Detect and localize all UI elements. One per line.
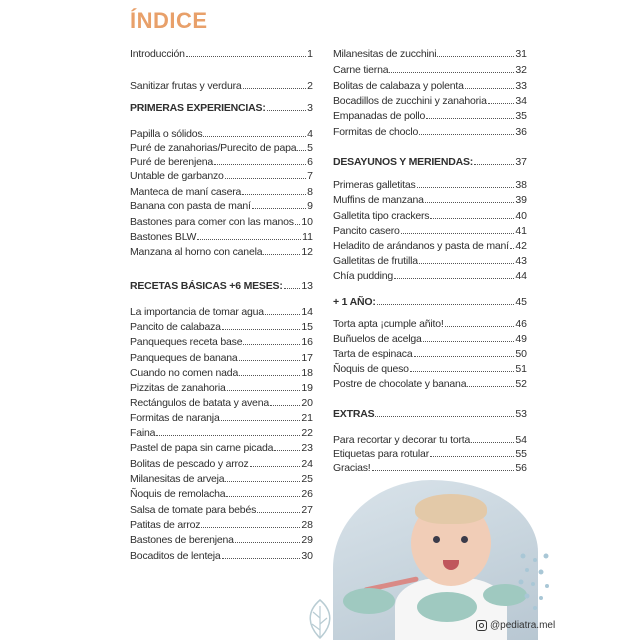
toc-entry-page-number: 44 xyxy=(515,270,527,282)
toc-entry-label: Puré de berenjena xyxy=(130,156,213,168)
dot-leader xyxy=(425,202,515,203)
toc-entry-label: Ñoquis de queso xyxy=(333,363,409,375)
toc-entry-label: Panqueques de banana xyxy=(130,352,238,364)
toc-entry xyxy=(333,432,527,446)
toc-entry xyxy=(130,154,313,168)
dot-leader xyxy=(225,481,300,482)
toc-entry-page-number: 33 xyxy=(515,80,527,92)
dot-leader xyxy=(201,527,300,528)
dot-leader xyxy=(419,134,514,135)
toc-entry xyxy=(130,410,313,424)
dot-leader xyxy=(426,118,514,119)
toc-entry-label: Para recortar y decorar tu torta xyxy=(333,434,471,446)
leaf-decoration-icon xyxy=(298,596,342,640)
toc-entry-label: Bastones de berenjena xyxy=(130,534,234,546)
toc-entry-label: Patitas de arroz xyxy=(130,519,201,531)
toc-entry-page-number: 45 xyxy=(515,296,527,308)
toc-entry-label: Gracias! xyxy=(333,462,371,474)
baby-photo xyxy=(333,480,538,640)
dot-leader xyxy=(423,341,515,342)
toc-entry-label: Tarta de espinaca xyxy=(333,348,413,360)
toc-entry-label: Bocadillos de zucchini y zanahoria xyxy=(333,95,487,107)
dot-leader xyxy=(419,263,514,264)
dot-leader xyxy=(467,386,514,387)
baby-eye-right xyxy=(461,536,468,543)
toc-entry-page-number: 52 xyxy=(515,378,527,390)
toc-entry xyxy=(333,331,527,345)
toc-entry xyxy=(130,456,313,470)
toc-entry xyxy=(333,78,527,92)
dot-leader xyxy=(375,416,514,417)
toc-entry-page-number: 15 xyxy=(301,321,313,333)
toc-entry xyxy=(130,334,313,348)
toc-entry-label: Heladito de arándanos y pasta de maní xyxy=(333,240,509,252)
dot-leader xyxy=(372,470,515,471)
toc-entry-label: Bastones para comer con las manos xyxy=(130,216,294,228)
toc-entry xyxy=(130,380,313,394)
toc-entry-label: Bolitas de pescado y arroz xyxy=(130,458,249,470)
dot-leader xyxy=(465,88,515,89)
toc-entry xyxy=(333,238,527,252)
toc-entry-label: Torta apta ¡cumple añito! xyxy=(333,318,444,330)
toc-entry-label: Milanesitas de zucchini xyxy=(333,48,437,60)
toc-entry-label: Muffins de manzana xyxy=(333,194,424,206)
toc-entry-label: Bastones BLW xyxy=(130,231,197,243)
toc-entry-page-number: 5 xyxy=(307,142,313,154)
toc-entry xyxy=(333,192,527,206)
toc-entry-page-number: 13 xyxy=(301,280,313,292)
toc-entry-page-number: 39 xyxy=(515,194,527,206)
toc-entry-page-number: 24 xyxy=(301,458,313,470)
dot-leader xyxy=(263,254,300,255)
toc-entry-page-number: 21 xyxy=(301,412,313,424)
toc-entry-label: Pastel de papa sin carne picada xyxy=(130,442,274,454)
toc-entry xyxy=(130,304,313,318)
toc-entry-label: Cuando no comen nada xyxy=(130,367,239,379)
toc-entry-page-number: 35 xyxy=(515,110,527,122)
toc-section-heading xyxy=(130,278,313,292)
dot-leader xyxy=(474,164,514,165)
toc-entry-label: Empanadas de pollo xyxy=(333,110,426,122)
toc-entry-label: EXTRAS xyxy=(333,408,375,420)
toc-entry xyxy=(333,253,527,267)
toc-entry xyxy=(130,319,313,333)
dot-leader xyxy=(267,110,307,111)
toc-entry xyxy=(333,268,527,282)
toc-entry-label: Chía pudding xyxy=(333,270,394,282)
toc-entry xyxy=(130,440,313,454)
toc-entry-page-number: 19 xyxy=(301,382,313,394)
dot-leader xyxy=(284,288,301,289)
toc-section-heading xyxy=(333,406,527,420)
toc-entry-label: Papilla o sólidos xyxy=(130,128,203,140)
toc-entry-label: Bocaditos de lenteja xyxy=(130,550,221,562)
toc-entry-label: Bolitas de calabaza y polenta xyxy=(333,80,464,92)
dot-leader xyxy=(156,435,300,436)
toc-entry-page-number: 17 xyxy=(301,352,313,364)
toc-entry xyxy=(333,177,527,191)
credit-handle: @pediatra.mel xyxy=(490,620,556,631)
dot-leader xyxy=(225,178,306,179)
toc-entry-label: Milanesitas de arveja xyxy=(130,473,225,485)
dot-leader xyxy=(270,405,300,406)
dot-leader xyxy=(488,103,515,104)
toc-entry xyxy=(130,395,313,409)
dot-leader xyxy=(242,194,306,195)
toc-entry-page-number: 53 xyxy=(515,408,527,420)
toc-entry-page-number: 36 xyxy=(515,126,527,138)
toc-entry-page-number: 27 xyxy=(301,504,313,516)
toc-entry xyxy=(130,517,313,531)
toc-entry xyxy=(333,376,527,390)
toc-entry-page-number: 56 xyxy=(515,462,527,474)
dot-leader xyxy=(377,304,515,305)
toc-entry-page-number: 40 xyxy=(515,210,527,222)
dot-leader xyxy=(295,224,300,225)
toc-entry-page-number: 12 xyxy=(301,246,313,258)
toc-entry-page-number: 31 xyxy=(515,48,527,60)
toc-entry-page-number: 6 xyxy=(307,156,313,168)
toc-entry-label: Galletitas de frutilla xyxy=(333,255,418,267)
toc-entry-page-number: 7 xyxy=(307,170,313,182)
toc-entry-label: Introducción xyxy=(130,48,185,60)
toc-entry-label: Pancito casero xyxy=(333,225,400,237)
toc-entry-page-number: 10 xyxy=(301,216,313,228)
instagram-icon xyxy=(476,620,487,631)
toc-entry-label: Rectángulos de batata y avena xyxy=(130,397,269,409)
toc-entry xyxy=(130,365,313,379)
dot-leader xyxy=(297,150,306,151)
bowl-left xyxy=(343,588,395,614)
toc-entry-page-number: 16 xyxy=(301,336,313,348)
toc-entry xyxy=(130,78,313,92)
toc-entry-label: Ñoquis de remolacha xyxy=(130,488,226,500)
toc-entry xyxy=(333,46,527,60)
toc-entry-label: PRIMERAS EXPERIENCIAS: xyxy=(130,102,266,114)
toc-entry-label: Etiquetas para rotular xyxy=(333,448,429,460)
dot-leader xyxy=(226,496,300,497)
dot-leader xyxy=(243,344,300,345)
dot-leader xyxy=(243,88,307,89)
toc-entry xyxy=(333,62,527,76)
toc-entry-page-number: 11 xyxy=(302,231,313,243)
toc-section-heading xyxy=(333,294,527,308)
toc-entry-page-number: 38 xyxy=(515,179,527,191)
dot-leader xyxy=(410,371,515,372)
toc-entry xyxy=(130,140,313,154)
toc-entry xyxy=(130,198,313,212)
dot-leader xyxy=(197,239,301,240)
toc-entry-page-number: 1 xyxy=(307,48,313,60)
page-title: ÍNDICE xyxy=(130,8,208,33)
toc-entry xyxy=(130,244,313,258)
toc-entry-label: Postre de chocolate y banana xyxy=(333,378,467,390)
baby-eye-left xyxy=(433,536,440,543)
toc-entry xyxy=(130,548,313,562)
dot-leader xyxy=(389,72,514,73)
toc-entry-label: La importancia de tomar agua xyxy=(130,306,264,318)
dot-leader xyxy=(274,450,300,451)
toc-entry-page-number: 30 xyxy=(301,550,313,562)
toc-entry-page-number: 14 xyxy=(301,306,313,318)
toc-entry-page-number: 28 xyxy=(301,519,313,531)
toc-entry xyxy=(130,471,313,485)
toc-entry-page-number: 42 xyxy=(515,240,527,252)
toc-entry xyxy=(130,486,313,500)
toc-entry-label: + 1 AÑO: xyxy=(333,296,376,308)
dot-leader xyxy=(186,56,306,57)
toc-entry xyxy=(333,108,527,122)
toc-entry-label: Sanitizar frutas y verdura xyxy=(130,80,242,92)
toc-entry-page-number: 54 xyxy=(515,434,527,446)
toc-entry-page-number: 49 xyxy=(515,333,527,345)
dot-leader xyxy=(394,278,514,279)
toc-entry xyxy=(130,425,313,439)
toc-entry xyxy=(130,46,313,60)
dot-leader xyxy=(221,420,301,421)
toc-entry-page-number: 2 xyxy=(307,80,313,92)
toc-entry xyxy=(333,361,527,375)
toc-entry xyxy=(130,350,313,364)
toc-entry-label: Salsa de tomate para bebés xyxy=(130,504,257,516)
dot-leader xyxy=(437,56,514,57)
toc-entry xyxy=(333,124,527,138)
toc-entry-page-number: 23 xyxy=(301,442,313,454)
toc-entry-page-number: 41 xyxy=(515,225,527,237)
toc-entry xyxy=(130,229,313,243)
dot-leader xyxy=(417,187,515,188)
dot-leader xyxy=(445,326,515,327)
toc-entry-page-number: 43 xyxy=(515,255,527,267)
dots-decoration-icon xyxy=(515,550,555,610)
dot-leader xyxy=(203,136,306,137)
dot-leader xyxy=(471,442,514,443)
toc-entry xyxy=(333,446,527,460)
toc-entry xyxy=(130,168,313,182)
toc-entry-label: Buñuelos de acelga xyxy=(333,333,422,345)
dot-leader xyxy=(414,356,515,357)
toc-entry-page-number: 20 xyxy=(301,397,313,409)
dot-leader xyxy=(222,558,301,559)
toc-entry-label: Formitas de choclo xyxy=(333,126,419,138)
dot-leader xyxy=(510,248,514,249)
dot-leader xyxy=(227,390,301,391)
toc-entry-page-number: 29 xyxy=(301,534,313,546)
toc-entry-label: Carne tierna xyxy=(333,64,389,76)
toc-entry-page-number: 50 xyxy=(515,348,527,360)
toc-entry-label: Puré de zanahorias/Purecito de papa xyxy=(130,142,297,154)
toc-entry-page-number: 46 xyxy=(515,318,527,330)
toc-entry-page-number: 51 xyxy=(515,363,527,375)
toc-entry-page-number: 26 xyxy=(301,488,313,500)
toc-entry-label: Untable de garbanzo xyxy=(130,170,224,182)
dot-leader xyxy=(239,360,301,361)
dot-leader xyxy=(239,375,300,376)
dot-leader xyxy=(257,512,300,513)
toc-section-heading xyxy=(130,100,313,114)
toc-entry-label: Galletita tipo crackers xyxy=(333,210,430,222)
toc-entry xyxy=(130,532,313,546)
dot-leader xyxy=(222,329,301,330)
toc-entry-page-number: 37 xyxy=(515,156,527,168)
toc-section-heading xyxy=(333,154,527,168)
toc-entry-page-number: 18 xyxy=(301,367,313,379)
toc-entry-label: Pancito de calabaza xyxy=(130,321,221,333)
toc-entry-label: Faina xyxy=(130,427,156,439)
toc-entry-page-number: 55 xyxy=(515,448,527,460)
toc-entry xyxy=(130,184,313,198)
toc-entry xyxy=(130,126,313,140)
toc-entry xyxy=(333,346,527,360)
toc-entry-label: Banana con pasta de maní xyxy=(130,200,251,212)
dot-leader xyxy=(214,164,306,165)
toc-entry-page-number: 8 xyxy=(307,186,313,198)
toc-entry-label: Manzana al horno con canela xyxy=(130,246,263,258)
toc-entry-page-number: 25 xyxy=(301,473,313,485)
toc-entry-label: Pizzitas de zanahoria xyxy=(130,382,226,394)
dot-leader xyxy=(430,456,514,457)
dot-leader xyxy=(252,208,306,209)
toc-entry-page-number: 32 xyxy=(515,64,527,76)
toc-entry xyxy=(130,214,313,228)
toc-entry-label: Formitas de naranja xyxy=(130,412,220,424)
toc-entry-page-number: 3 xyxy=(307,102,313,114)
bowl-center xyxy=(417,592,477,622)
toc-entry xyxy=(333,93,527,107)
toc-entry-page-number: 9 xyxy=(307,200,313,212)
toc-entry-page-number: 4 xyxy=(307,128,313,140)
toc-entry-page-number: 22 xyxy=(301,427,313,439)
toc-entry xyxy=(333,208,527,222)
toc-entry-label: DESAYUNOS Y MERIENDAS: xyxy=(333,156,474,168)
dot-leader xyxy=(250,466,301,467)
toc-entry xyxy=(333,223,527,237)
dot-leader xyxy=(265,314,300,315)
dot-leader xyxy=(235,542,301,543)
toc-entry xyxy=(333,316,527,330)
dot-leader xyxy=(401,233,515,234)
toc-entry-label: RECETAS BÁSICAS +6 MESES: xyxy=(130,280,283,292)
toc-entry xyxy=(130,502,313,516)
baby-hair xyxy=(415,494,487,524)
toc-entry-label: Manteca de maní casera xyxy=(130,186,242,198)
toc-entry-page-number: 34 xyxy=(515,95,527,107)
dot-leader xyxy=(430,218,514,219)
toc-entry xyxy=(333,460,527,474)
toc-entry-label: Panqueques receta base xyxy=(130,336,243,348)
toc-entry-label: Primeras galletitas xyxy=(333,179,416,191)
instagram-credit xyxy=(476,620,555,631)
